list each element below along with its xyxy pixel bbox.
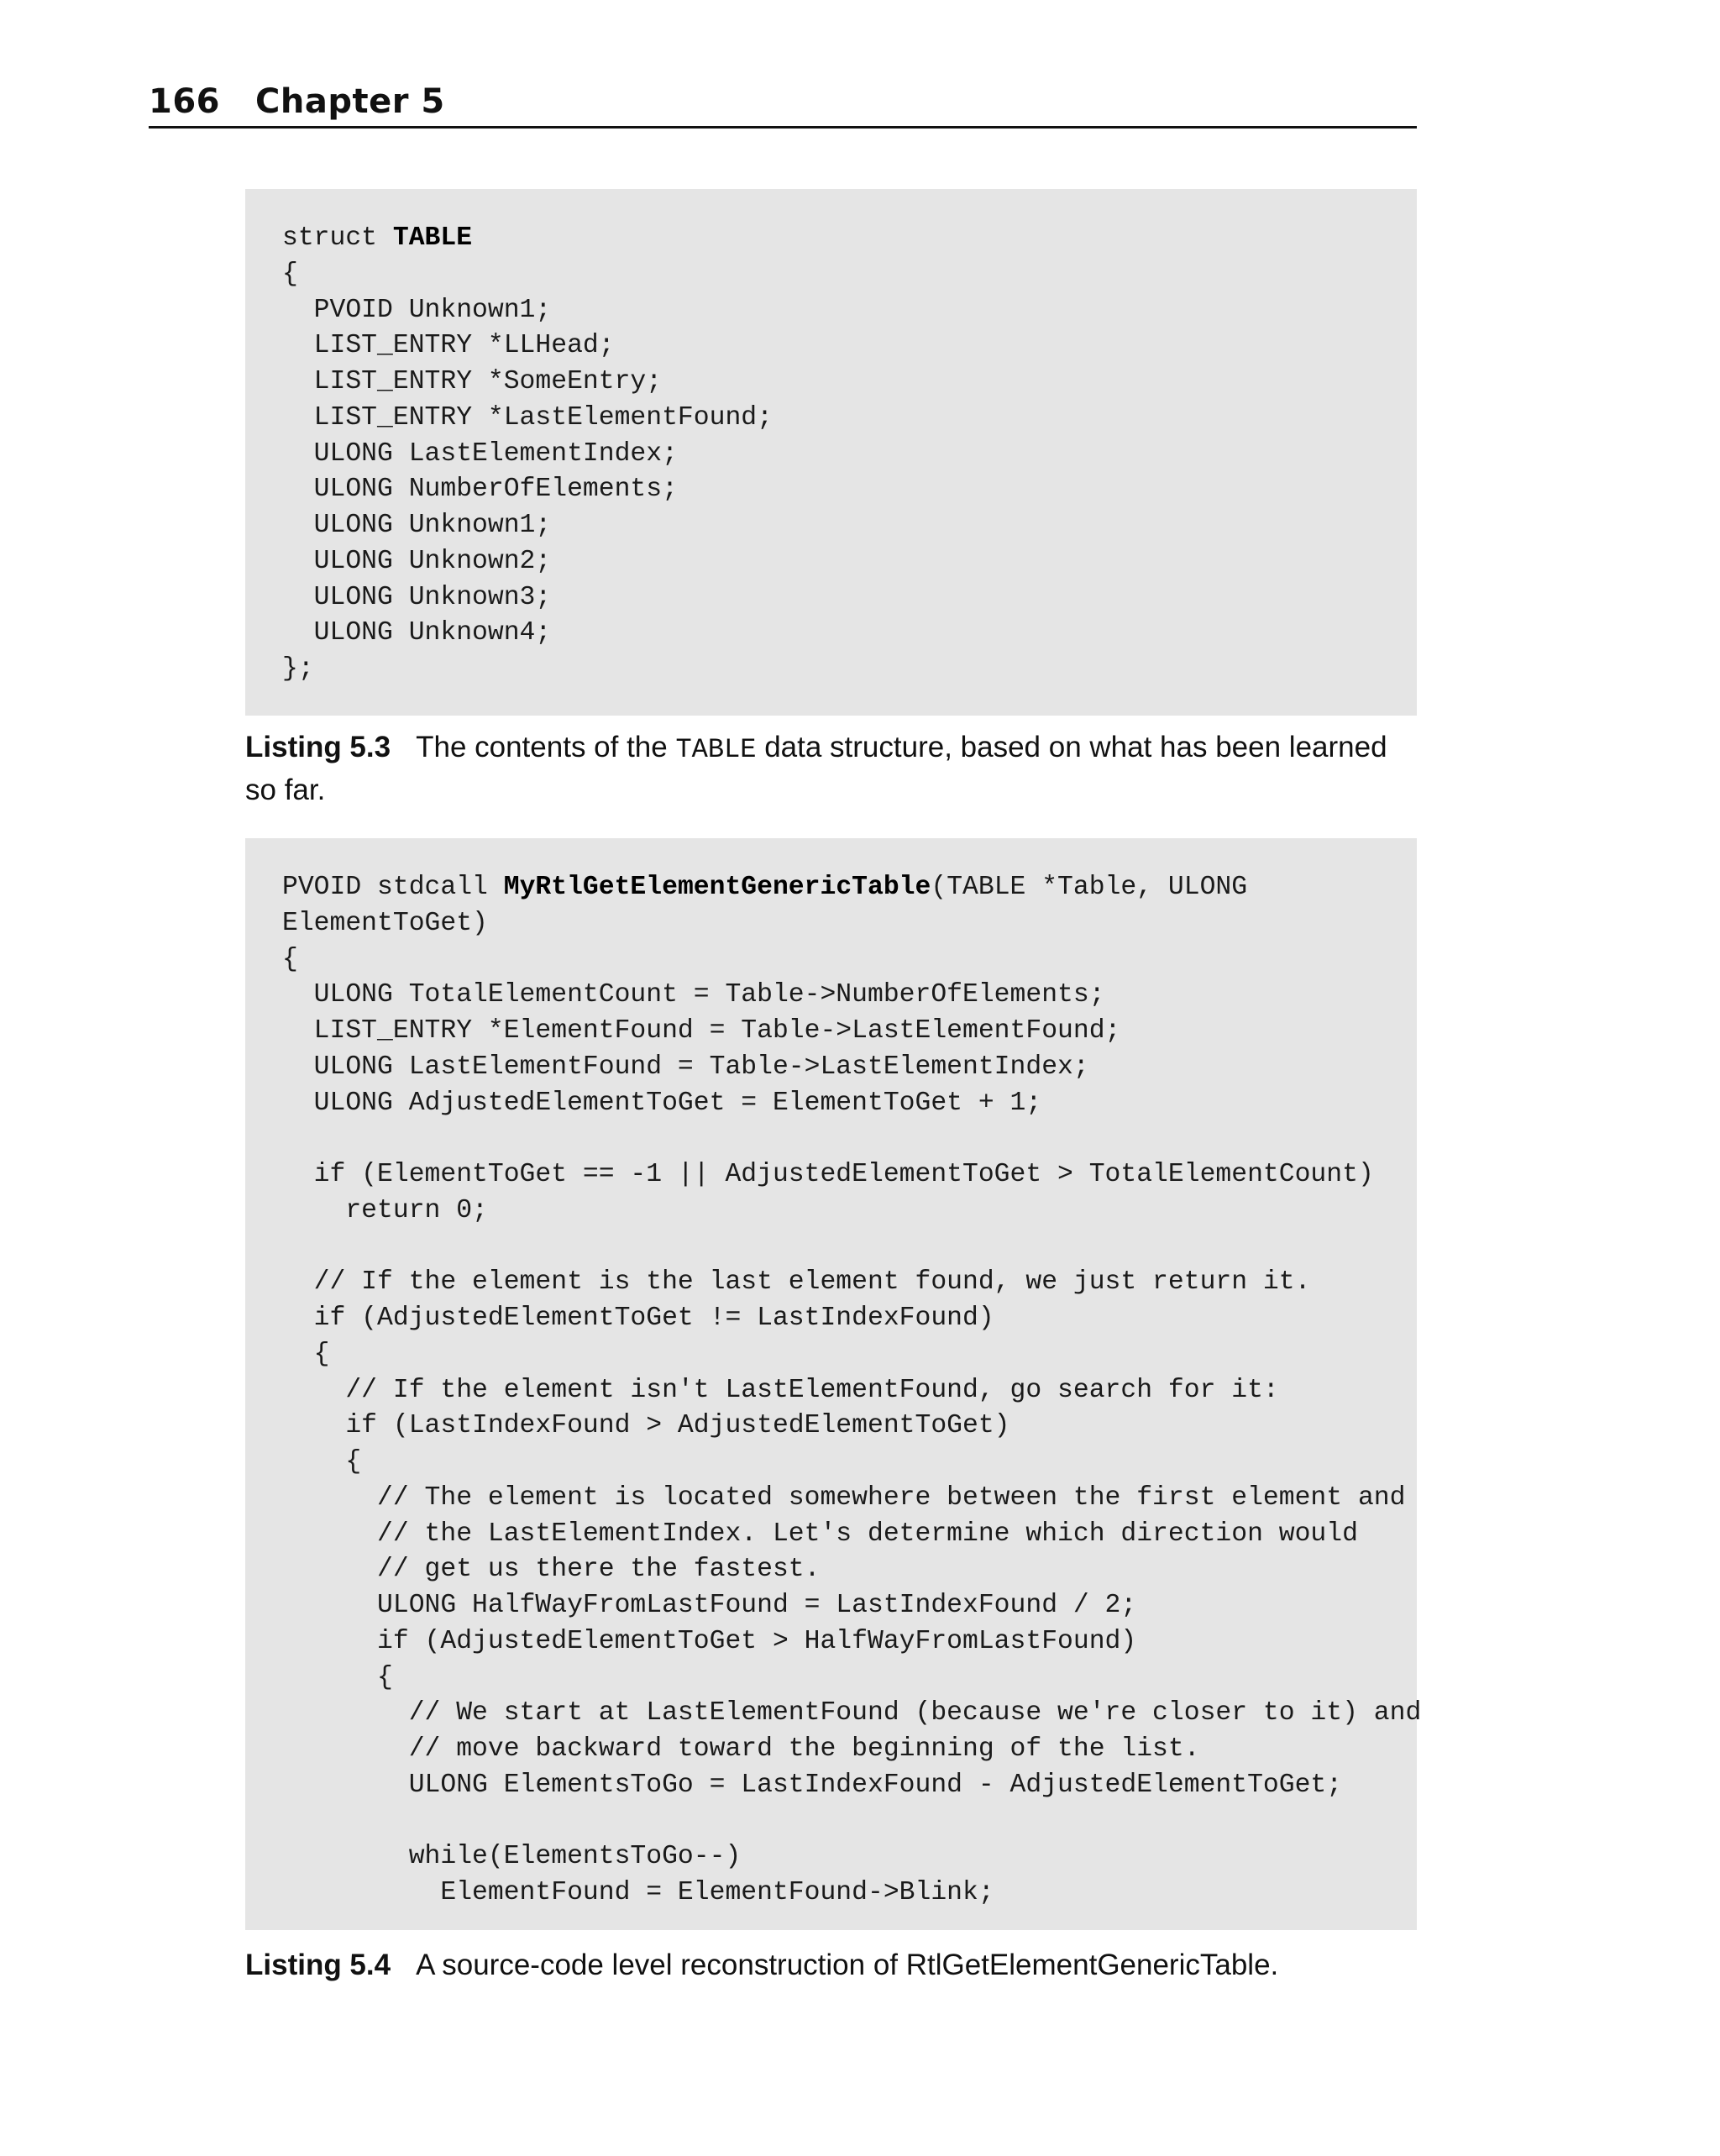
- running-header: [149, 77, 1417, 129]
- code-text: ULONG HalfWayFromLastFound = LastIndexFound / 2;: [282, 1591, 1137, 1620]
- code-line: [282, 472, 1417, 508]
- code-line: [282, 544, 1417, 580]
- caption-text: The contents of the: [416, 731, 676, 763]
- code-text: ULONG Unknown4;: [282, 618, 552, 648]
- code-line: [282, 1481, 1417, 1517]
- code-identifier-bold: MyRtlGetElementGenericTable: [503, 873, 931, 902]
- code-text: ULONG AdjustedElementToGet = ElementToGet + 1;: [282, 1088, 1042, 1118]
- code-text: // the LastElementIndex. Let's determine which direction would: [282, 1519, 1358, 1549]
- code-line: [282, 1086, 1417, 1122]
- code-text: while(ElementsToGo--): [282, 1842, 742, 1872]
- code-line: [282, 257, 1417, 293]
- code-listing-5-3: [245, 189, 1417, 716]
- code-line: [282, 1408, 1417, 1445]
- caption-inline-code: TABLE: [675, 734, 757, 765]
- code-line: [282, 942, 1417, 978]
- code-line: [282, 1193, 1417, 1230]
- code-line: [282, 401, 1417, 437]
- code-line: [282, 1732, 1417, 1768]
- code-line: [282, 1839, 1417, 1875]
- code-text: ULONG LastElementIndex;: [282, 438, 678, 469]
- code-text: ULONG TotalElementCount = Table->NumberOfElements;: [282, 980, 1105, 1010]
- code-text: ElementToGet): [282, 908, 488, 938]
- code-text: {: [282, 1339, 330, 1369]
- caption-text: A source-code level reconstruction of RtlGetElementGenericTable.: [416, 1949, 1279, 1981]
- code-text: PVOID Unknown1;: [282, 295, 552, 325]
- code-text: ULONG Unknown3;: [282, 582, 552, 612]
- code-identifier-bold: TABLE: [392, 223, 473, 253]
- code-text: ULONG Unknown1;: [282, 511, 552, 540]
- code-line: [282, 1445, 1417, 1481]
- code-text: LIST_ENTRY *LLHead;: [282, 331, 615, 361]
- chapter-title: Chapter 5: [255, 82, 445, 121]
- code-line: [282, 508, 1417, 544]
- code-text: // get us there the fastest.: [282, 1555, 821, 1585]
- code-line: [282, 870, 1417, 906]
- code-text: ULONG NumberOfElements;: [282, 475, 678, 505]
- code-text: {: [282, 944, 298, 974]
- code-text: if (ElementToGet == -1 || AdjustedElementToGet > TotalElementCount): [282, 1160, 1374, 1189]
- code-text: return 0;: [282, 1195, 488, 1225]
- caption-label: Listing 5.3: [245, 731, 391, 763]
- code-line: [282, 616, 1417, 652]
- code-text: {: [282, 1447, 362, 1477]
- code-line: [282, 1014, 1417, 1050]
- code-line: [282, 1157, 1417, 1193]
- code-lines: [282, 221, 1417, 688]
- code-text: LIST_ENTRY *ElementFound = Table->LastElementFound;: [282, 1016, 1121, 1046]
- code-text: LIST_ENTRY *SomeEntry;: [282, 367, 663, 396]
- code-line: [282, 1050, 1417, 1086]
- code-line: [282, 1121, 1417, 1157]
- code-text: {: [282, 1662, 393, 1692]
- code-line: [282, 1337, 1417, 1373]
- page-number: 166: [149, 82, 220, 121]
- code-line: [282, 1804, 1417, 1840]
- code-text: ULONG ElementsToGo = LastIndexFound - AdjustedElementToGet;: [282, 1770, 1343, 1800]
- code-line: [282, 978, 1417, 1014]
- caption-text: data structure, based on what has been learned so far.: [245, 731, 1387, 806]
- code-line: [282, 1265, 1417, 1301]
- code-line: [282, 437, 1417, 473]
- code-text: ULONG Unknown2;: [282, 546, 552, 576]
- code-line: [282, 1517, 1417, 1553]
- code-lines: [282, 870, 1422, 1912]
- code-text: if (LastIndexFound > AdjustedElementToGet): [282, 1411, 1010, 1441]
- code-line: [282, 652, 1417, 688]
- code-text: // move backward toward the beginning of the list.: [282, 1734, 1200, 1764]
- code-text: if (AdjustedElementToGet != LastIndexFound): [282, 1304, 994, 1333]
- code-text: struct: [282, 223, 393, 253]
- code-text: // The element is located somewhere between the first element and: [282, 1482, 1406, 1513]
- code-text: if (AdjustedElementToGet > HalfWayFromLastFound): [282, 1626, 1137, 1656]
- code-listing-5-4: [245, 838, 1422, 1930]
- code-line: [282, 1230, 1417, 1266]
- code-text: ElementFound = ElementFound->Blink;: [282, 1878, 994, 1907]
- code-text: {: [282, 259, 298, 289]
- code-line: [282, 221, 1417, 257]
- code-line: [282, 365, 1417, 401]
- code-text: PVOID stdcall: [282, 873, 504, 902]
- code-line: [282, 293, 1417, 329]
- code-line: [282, 1768, 1417, 1804]
- code-line: [282, 1696, 1422, 1732]
- code-line: [282, 1373, 1417, 1409]
- code-line: [282, 1660, 1417, 1697]
- code-text: // If the element isn't LastElementFound, go search for it:: [282, 1375, 1279, 1405]
- caption-listing-5-4: [245, 1945, 1421, 1986]
- code-text: ULONG LastElementFound = Table->LastElementIndex;: [282, 1052, 1089, 1082]
- code-text: // We start at LastElementFound (because we're closer to it) and: [282, 1698, 1422, 1728]
- code-line: [282, 1588, 1417, 1624]
- code-line: [282, 1552, 1417, 1588]
- caption-listing-5-3: [245, 727, 1421, 810]
- caption-label: Listing 5.4: [245, 1949, 391, 1981]
- code-text: };: [282, 654, 314, 684]
- code-line: [282, 1624, 1417, 1660]
- code-line: [282, 1301, 1417, 1337]
- code-text: LIST_ENTRY *LastElementFound;: [282, 402, 773, 433]
- code-line: [282, 906, 1417, 942]
- code-line: [282, 580, 1417, 616]
- code-text: // If the element is the last element found, we just return it.: [282, 1267, 1311, 1298]
- code-line: [282, 1875, 1417, 1912]
- code-text: (TABLE *Table, ULONG: [931, 873, 1248, 902]
- code-line: [282, 328, 1417, 365]
